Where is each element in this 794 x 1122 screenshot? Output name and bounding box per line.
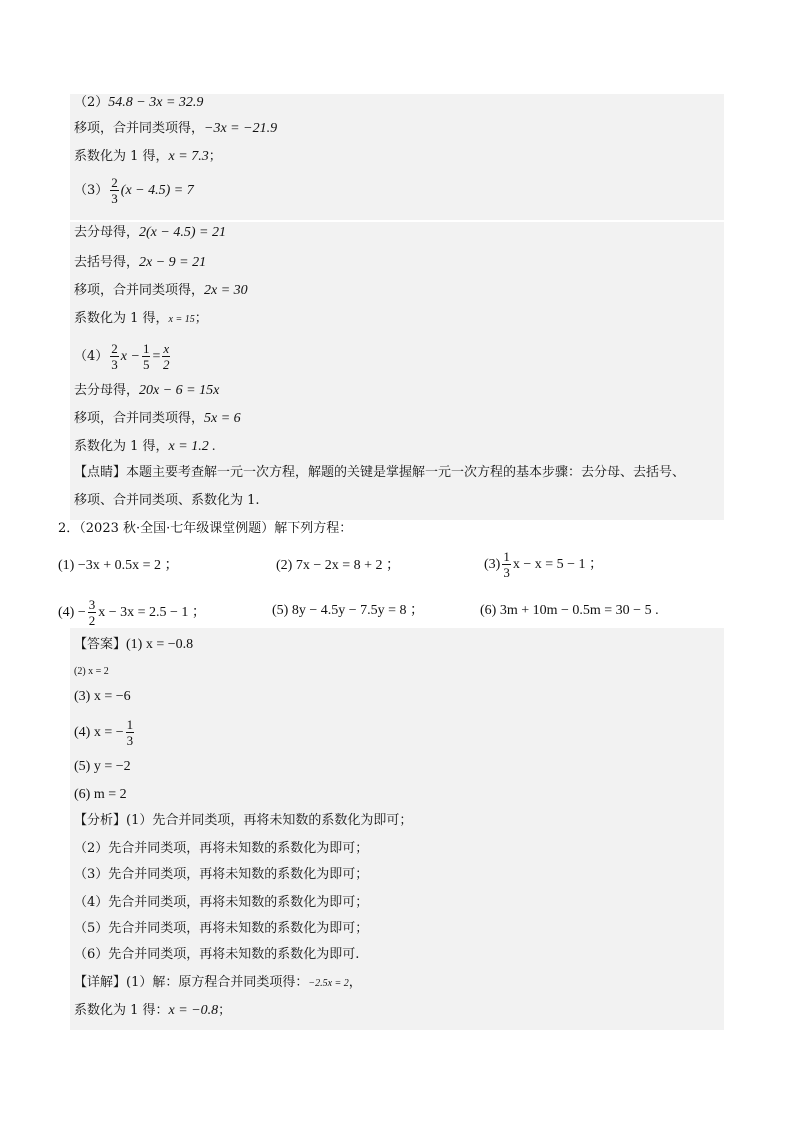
fraction	[126, 718, 135, 747]
equation-5	[272, 602, 424, 620]
question-2-heading	[58, 520, 352, 538]
denominator: 3	[126, 733, 134, 748]
analysis-text: （3）先合并同类项，再将未知数的系数化为即可；	[74, 867, 369, 882]
analysis-3	[74, 866, 368, 884]
numerator: 1	[142, 341, 150, 356]
step-text: 系数化为 1 得，	[74, 149, 169, 164]
analysis-text: （4）先合并同类项，再将未知数的系数化为即可；	[74, 895, 369, 910]
p4-mid: x −	[120, 349, 140, 364]
answer-text: (2) x = 2	[74, 666, 109, 677]
eq-text: x − 3x = 2.5 − 1 ；	[98, 605, 206, 620]
step-eq: 2x − 9 = 21	[139, 255, 207, 270]
answer-tag: 【答案】	[74, 637, 127, 652]
denominator: 5	[142, 357, 150, 372]
comment-text: 本题主要考查解一元一次方程，解题的关键是掌握解一元一次方程的基本步骤：去分母、去括号、	[126, 465, 686, 480]
equation-4	[58, 598, 206, 627]
p4-step1	[74, 382, 219, 400]
heading-text: 2．（2023 秋·全国·七年级课堂例题）解下列方程：	[58, 521, 353, 536]
equation-2	[276, 557, 400, 575]
step-eq: 20x − 6 = 15x	[139, 383, 220, 398]
answer-text: (1) x = −0.8	[126, 637, 194, 652]
p2-equation	[74, 94, 203, 112]
step-text: 去分母得，	[74, 225, 140, 240]
p2-step2	[74, 148, 222, 166]
punct: ，	[348, 975, 362, 990]
answer-1	[74, 636, 193, 654]
step-eq: x = 7.3	[168, 149, 209, 164]
answer-3	[74, 688, 131, 706]
equation-1	[58, 557, 179, 575]
p4-equation	[74, 342, 172, 371]
numerator: 1	[126, 717, 134, 732]
denominator: 2	[88, 613, 96, 628]
step-text: 移项，合并同类项得，	[74, 121, 205, 136]
answer-4	[74, 718, 136, 747]
eq-text: x − x = 5 − 1 ；	[512, 557, 604, 572]
p3-label: （3）	[74, 183, 109, 198]
equation-6	[480, 602, 659, 620]
analysis-1	[74, 812, 412, 830]
denominator: 3	[111, 357, 118, 372]
p4-label: （4）	[74, 349, 109, 364]
step-text: 去括号得，	[74, 255, 140, 270]
comment-tag: 【点睛】	[74, 465, 127, 480]
numerator: x	[163, 341, 170, 356]
step-text: 系数化为 1 得，	[74, 311, 169, 326]
analysis-6	[74, 946, 359, 964]
equation-3	[484, 550, 603, 579]
fraction	[162, 342, 170, 371]
p2-step1	[74, 120, 277, 138]
step-text: 系数化为 1 得，	[74, 439, 169, 454]
eq-label: (3)	[484, 557, 501, 572]
eq-label: (4) −	[58, 605, 86, 620]
punct: ；	[208, 149, 222, 164]
numerator: 2	[111, 341, 118, 356]
denominator: 3	[503, 565, 510, 580]
answer-6	[74, 786, 127, 804]
detail-eq: x = −0.8	[168, 1003, 219, 1018]
comment-line-1	[74, 464, 685, 482]
analysis-tag: 【分析】	[74, 813, 127, 828]
step-eq: −3x = −21.9	[204, 121, 278, 136]
fraction	[110, 342, 119, 371]
p3-step1	[74, 224, 226, 242]
analysis-text: （5）先合并同类项，再将未知数的系数化为即可；	[74, 921, 369, 936]
analysis-text: （2）先合并同类项，再将未知数的系数化为即可；	[74, 841, 369, 856]
step-eq: 5x = 6	[204, 411, 241, 426]
numerator: 1	[503, 549, 510, 564]
detail-text: 系数化为 1 得：	[74, 1003, 169, 1018]
step-text: 去分母得，	[74, 383, 140, 398]
eq-text: (5) 8y − 4.5y − 7.5y = 8 ；	[272, 603, 425, 618]
denominator: 2	[163, 357, 170, 372]
answer-text: (6) m = 2	[74, 787, 127, 802]
answer-text: (3) x = −6	[74, 689, 131, 704]
analysis-text: (1）先合并同类项，再将未知数的系数化为即可；	[126, 813, 413, 828]
numerator: 3	[88, 597, 96, 612]
punct: ；	[194, 311, 208, 326]
step-eq: x = 15	[168, 314, 195, 325]
step-eq: 2(x − 4.5) = 21	[139, 225, 226, 240]
comment-text: 移项、合并同类项、系数化为 1.	[74, 493, 260, 508]
p4-step2	[74, 410, 241, 428]
punct: ；	[218, 1003, 232, 1018]
step-eq: x = 1.2 .	[168, 439, 216, 454]
analysis-5	[74, 920, 368, 938]
detail-tag: 【详解】	[74, 975, 127, 990]
p3-eq: (x − 4.5) = 7	[120, 183, 194, 198]
step-text: 移项，合并同类项得，	[74, 411, 205, 426]
step-text: 移项，合并同类项得，	[74, 283, 205, 298]
detail-text: (1）解：原方程合并同类项得：	[126, 975, 309, 990]
analysis-2	[74, 840, 368, 858]
detail-1	[74, 974, 362, 993]
fraction	[142, 342, 151, 371]
fraction	[110, 176, 119, 205]
p3-step2	[74, 254, 206, 272]
eq-text: (1) −3x + 0.5x = 2 ；	[58, 558, 179, 573]
p3-step3	[74, 282, 248, 300]
comment-line-2	[74, 492, 260, 510]
answer-5	[74, 758, 131, 776]
fraction	[502, 550, 511, 579]
answer-text: (4) x = −	[74, 725, 124, 740]
step-eq: 2x = 30	[204, 283, 248, 298]
analysis-4	[74, 894, 368, 912]
p3-step4	[74, 310, 208, 329]
fraction	[88, 598, 97, 627]
p3-equation	[74, 176, 194, 205]
p4-mid: =	[152, 349, 161, 364]
eq-text: (2) 7x − 2x = 8 + 2 ；	[276, 558, 401, 573]
answer-2	[74, 662, 109, 681]
p2-label: （2）	[74, 95, 109, 110]
analysis-text: （6）先合并同类项，再将未知数的系数化为即可.	[74, 947, 360, 962]
answer-text: (5) y = −2	[74, 759, 131, 774]
p2-eq: 54.8 − 3x = 32.9	[108, 95, 204, 110]
eq-text: (6) 3m + 10m − 0.5m = 30 − 5 .	[480, 603, 659, 618]
detail-2	[74, 1002, 231, 1020]
denominator: 3	[111, 191, 118, 206]
numerator: 2	[111, 175, 118, 190]
detail-eq: −2.5x = 2	[308, 978, 349, 989]
p4-step3	[74, 438, 216, 456]
